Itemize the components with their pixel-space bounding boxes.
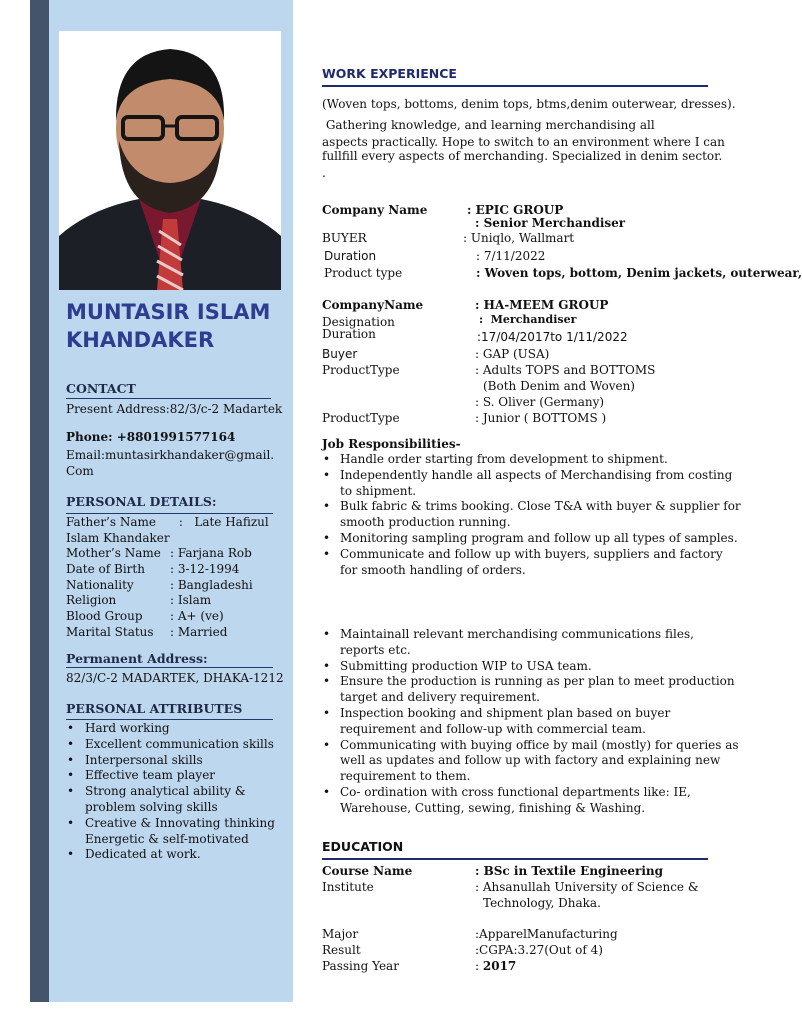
hameem-buyer-row [322,347,550,363]
epic-duration-label: Duration [324,249,377,263]
hameem-product-2-value: : Junior ( BOTTOMS ) [475,411,607,425]
result-label: Result [322,943,361,957]
responsibilities-list-1 [322,452,742,578]
result-value: :CGPA:3.27(Out of 4) [475,943,603,957]
personal-row [66,625,227,641]
epic-buyer-value: : Uniqlo, Wallmart [463,231,575,245]
father-name-line-2: Islam Khandaker [66,531,170,545]
epic-buyer-row [322,231,575,247]
personal-row [66,578,253,594]
major-label: Major [322,927,359,941]
attribute-item: • Strong analytical ability & problem solving skills [66,784,288,816]
epic-product-row [324,266,802,282]
institute-value: : Ahsanullah University of Science & [475,880,699,894]
contact-heading: CONTACT [66,381,136,396]
epic-duration-value: : 7/11/2022 [476,249,546,263]
personal-row [66,593,211,609]
attributes-rule [66,719,273,720]
responsibility-item: • Monitoring sampling program and follow up all types of samples. [322,531,742,547]
responsibility-item: • Communicate and follow up with buyers, suppliers and factory for smooth handling of orders. [322,547,742,579]
epic-company-value: : EPIC GROUP [467,203,564,217]
intro-line-1: (Woven tops, bottoms, denim tops, btms,denim outerwear, dresses). [322,97,736,111]
permanent-address: 82/3/C-2 MADARTEK, DHAKA-1212 [66,671,284,685]
responsibility-item: • Co- ordination with cross functional departments like: IE, Warehouse, Cutting, sewing, finishing & Washing. [322,785,742,817]
hameem-company-row [322,298,609,314]
hameem-buyer-value: : GAP (USA) [475,347,550,361]
personal-row-value: : Farjana Rob [170,546,252,560]
responsibility-item: • Handle order starting from development to shipment. [322,452,742,468]
intro-line-4: fullfill every aspects of merchanding. Specialized in denim sector. [322,149,723,163]
intro-line-3: aspects practically. Hope to switch to an environment where I can [322,135,725,149]
year-value: : 2017 [475,959,517,973]
institute-label: Institute [322,880,374,894]
epic-duration-row [324,249,546,265]
major-row [322,927,618,943]
hameem-product-2-label: ProductType [322,411,400,425]
father-name-line-1: Father’s Name : Late Hafizul [66,515,269,529]
name-line-1: MUNTASIR ISLAM [66,300,271,324]
personal-details-heading: PERSONAL DETAILS: [66,494,217,509]
profile-photo [59,31,281,290]
email-line-2: Com [66,464,94,478]
attribute-item: • Excellent communication skills [66,737,288,753]
personal-row-label: Religion [66,593,117,608]
personal-attributes-heading: PERSONAL ATTRIBUTES [66,701,243,716]
attribute-item: • Dedicated at work. [66,847,288,863]
personal-row-label: Marital Status [66,625,154,639]
permanent-address-heading: Permanent Address: [66,651,208,666]
course-label: Course Name [322,864,413,878]
intro-line-5: . [322,166,326,180]
year-label: Passing Year [322,959,399,973]
hameem-product-value: : Adults TOPS and BOTTOMS [475,363,656,377]
education-heading: EDUCATION [322,839,404,854]
personal-row-value: : Bangladeshi [170,577,253,592]
responsibility-item: • Ensure the production is running as per plan to meet production target and delivery requirement. [322,674,742,706]
email-line-1: Email:muntasirkhandaker@gmail. [66,448,275,462]
hameem-duration-row [322,327,628,344]
hameem-duration-value: :17/04/2017to 1/11/2022 [477,330,628,344]
course-row [322,864,663,880]
personal-row-label: Blood Group [66,609,143,624]
epic-company-label: Company Name [322,203,428,217]
hameem-company-value: : HA-MEEM GROUP [475,298,609,312]
hameem-buyer-2-value: : S. Oliver (Germany) [475,395,605,409]
education-rule [322,858,708,860]
personal-row-label: Date of Birth [66,561,145,576]
course-value: : BSc in Textile Engineering [475,864,663,878]
personal-row-label: Mother’s Name [66,546,161,560]
permanent-rule [66,667,273,668]
hameem-company-label: CompanyName [322,298,424,312]
job-responsibilities-heading: Job Responsibilities- [322,437,461,451]
epic-company-row [322,203,564,219]
attribute-item: • Hard working [66,721,288,737]
responsibility-item: • Communicating with buying office by mail (mostly) for queries as well as updates and follow up with factory and explaining new requirement to them. [322,738,742,785]
result-row [322,943,603,959]
hameem-product-row [322,363,656,379]
personal-row-value: : Islam [170,593,212,608]
responsibilities-list-2 [322,627,742,817]
name-line-2: KHANDAKER [66,328,215,352]
phone: Phone: +8801991577164 [66,430,236,444]
personal-row-value: : 3-12-1994 [170,561,240,576]
epic-buyer-label: BUYER [322,231,367,245]
responsibility-item: • Maintainall relevant merchandising communications files, reports etc. [322,627,742,659]
epic-designation-value: : Senior Merchandiser [475,216,626,230]
personal-attributes-list [66,721,288,863]
personal-row [66,562,239,578]
responsibility-item: • Inspection booking and shipment plan based on buyer requirement and follow-up with commercial team. [322,706,742,738]
institute-row [322,880,699,896]
attribute-item: • Creative & Innovating thinking Energetic & self-motivated [66,816,288,848]
attribute-item: • Effective team player [66,768,288,784]
hameem-buyer-label: Buyer [322,347,358,361]
personal-row-value: : Married [170,625,228,639]
institute-value-2: Technology, Dhaka. [483,896,601,910]
personal-row [66,609,224,625]
work-experience-heading: WORK EXPERIENCE [322,66,457,81]
hameem-designation-value: : Merchandiser [479,313,577,326]
intro-line-2: Gathering knowledge, and learning merchandising all [322,118,655,132]
contact-rule [66,398,271,399]
responsibility-item: • Bulk fabric & trims booking. Close T&A with buyer & supplier for smooth production running. [322,499,742,531]
year-row [322,959,517,975]
hameem-duration-label: Duration [322,327,376,341]
candidate-name [66,298,291,354]
epic-product-label: Product type [324,266,403,280]
responsibility-item: • Independently handle all aspects of Merchandising from costing to shipment. [322,468,742,500]
epic-product-value: : Woven tops, bottom, Denim jackets, outerwear, [476,266,802,280]
present-address: Present Address:82/3/c-2 Madartek [66,402,283,416]
hameem-designation-label: Designation [322,315,395,329]
work-rule [322,85,708,87]
responsibility-item: • Submitting production WIP to USA team. [322,659,742,675]
personal-row-value: : A+ (ve) [170,609,224,624]
attribute-item: • Interpersonal skills [66,753,288,769]
hameem-product-2-row [322,411,607,427]
hameem-product-label: ProductType [322,363,400,377]
hameem-product-value-2: (Both Denim and Woven) [483,379,635,393]
decorative-strip [30,0,49,1002]
major-value: :ApparelManufacturing [475,927,618,941]
personal-row [66,546,252,562]
personal-row-label: Nationality [66,577,134,592]
